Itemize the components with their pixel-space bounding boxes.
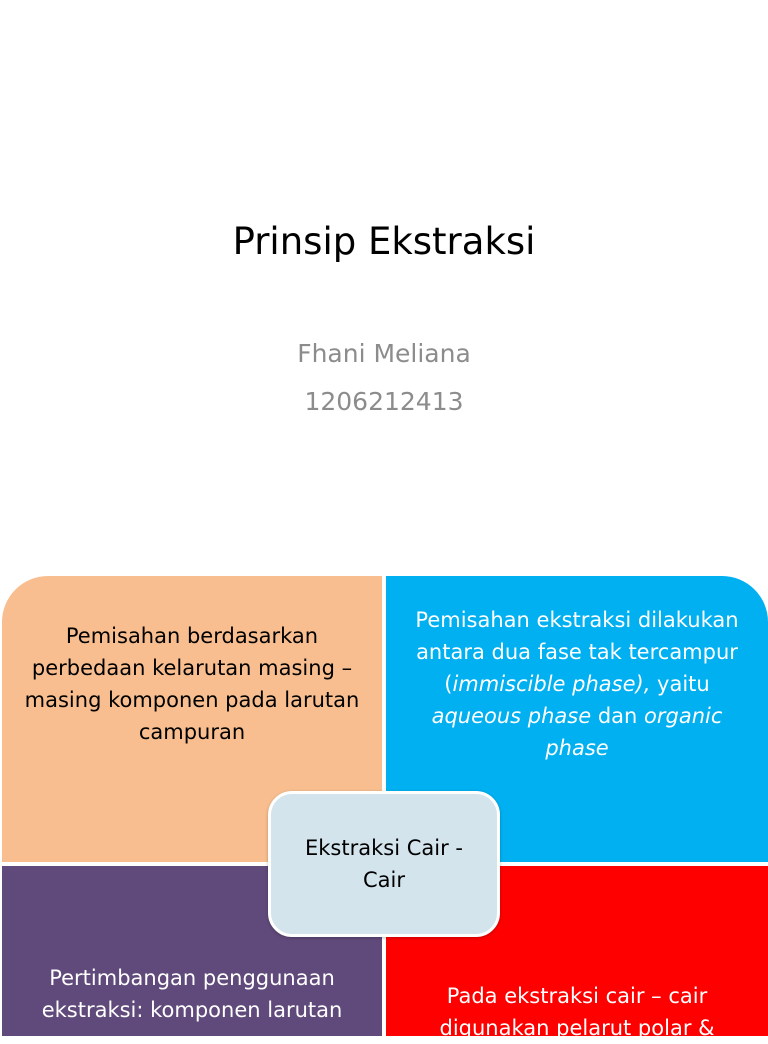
slide-title: Prinsip Ekstraksi xyxy=(232,220,536,263)
quadrant-diagram xyxy=(0,576,768,1040)
text-segment: yaitu xyxy=(650,672,710,696)
text-segment: dan xyxy=(591,704,645,728)
author-name: Fhani Meliana xyxy=(297,339,471,368)
quadrant-top-left-text: Pemisahan berdasarkan perbedaan kelarutan masing – masing komponen pada larutan campuran xyxy=(24,624,360,744)
student-id: 1206212413 xyxy=(304,387,464,416)
slide-subtitle xyxy=(0,330,768,426)
center-label: Ekstraksi Cair - Cair xyxy=(305,836,463,892)
center-label-box xyxy=(268,791,500,937)
quadrant-bottom-left-text: Pertimbangan penggunaan ekstraksi: komponen larutan xyxy=(41,966,343,1022)
text-segment-italic: organic phase xyxy=(545,704,723,760)
text-segment-italic: aqueous phase xyxy=(431,704,592,728)
quadrant-bottom-right-text: Pada ekstraksi cair – cair digunakan pelarut polar & xyxy=(439,984,715,1040)
text-segment: Pemisahan ekstraksi dilakukan antara dua fase tak tercampur ( xyxy=(415,608,739,696)
quadrant-top-right-text xyxy=(415,608,738,760)
text-segment-italic: immiscible phase), xyxy=(452,672,651,696)
